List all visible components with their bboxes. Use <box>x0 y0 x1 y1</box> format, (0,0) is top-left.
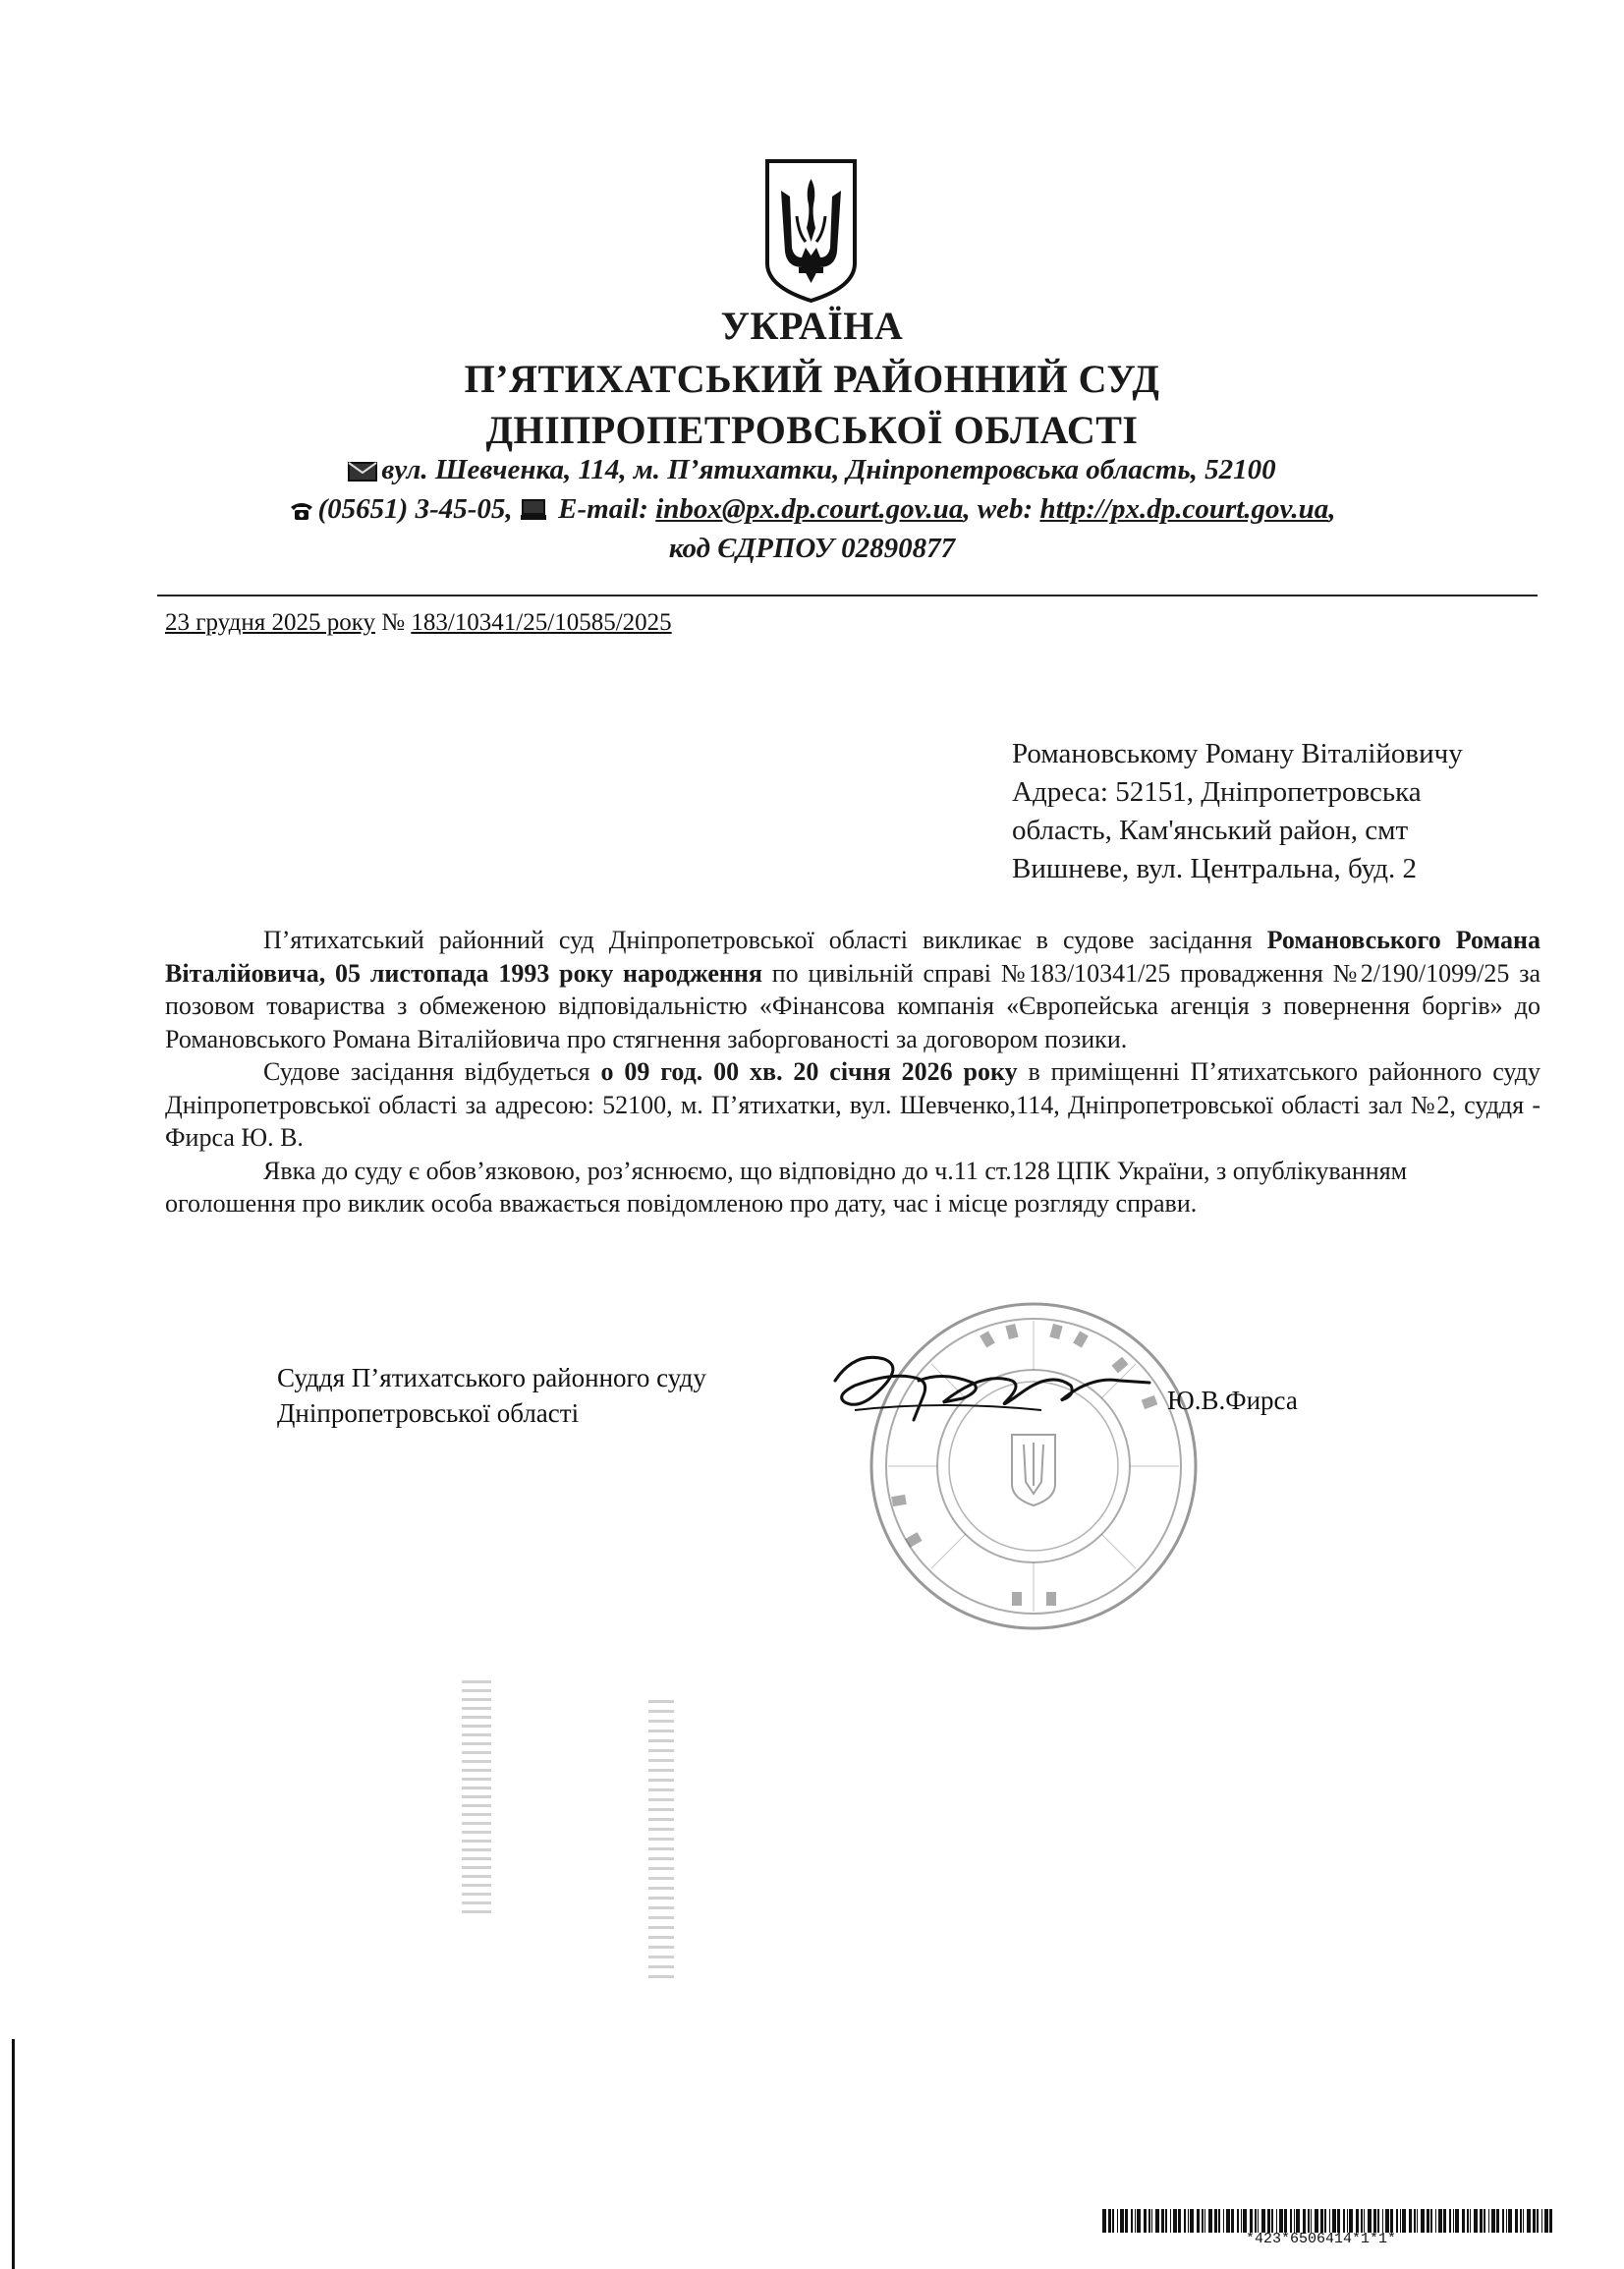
barcode-bar <box>1343 2209 1345 2233</box>
scan-artifact <box>462 1680 491 1916</box>
barcode-bar <box>1125 2209 1128 2233</box>
letter-body <box>165 924 1540 1220</box>
barcode-bar <box>1202 2209 1204 2233</box>
barcode-bar <box>1356 2209 1359 2233</box>
barcode-bar <box>1161 2209 1164 2233</box>
court-address-line <box>0 454 1624 486</box>
addressee-address-line1: Адреса: 52151, Дніпропетровська <box>1012 776 1422 808</box>
barcode-bar <box>1337 2209 1340 2233</box>
computer-icon <box>520 499 547 521</box>
barcode-bar <box>1455 2209 1459 2233</box>
registration-date: 23 грудня 2025 року <box>165 609 375 636</box>
barcode-bar <box>1226 2209 1230 2233</box>
barcode-bar <box>1303 2209 1306 2233</box>
barcode-bar <box>1527 2209 1531 2233</box>
barcode-bar <box>1296 2209 1300 2233</box>
barcode-number: *423*6506414*1*1* <box>1246 2231 1397 2247</box>
judge-title-line2: Дніпропетровської області <box>277 1398 580 1428</box>
court-name-line1: П’ЯТИХАТСЬКИЙ РАЙОННИЙ СУД <box>464 357 1160 401</box>
barcode-bar <box>1208 2209 1212 2233</box>
barcode-bar <box>1549 2209 1552 2233</box>
barcode-bar <box>1417 2209 1418 2233</box>
barcode-bar <box>1453 2209 1454 2233</box>
envelope-icon <box>348 462 377 482</box>
barcode-bar <box>1102 2209 1106 2233</box>
email-label: E-mail: <box>550 493 656 525</box>
court-address: вул. Шевченка, 114, м. П’ятихатки, Дніпропетровська область, 52100 <box>381 454 1276 485</box>
phone-icon <box>289 501 314 521</box>
barcode-bar <box>1373 2209 1376 2233</box>
barcode-bar <box>1515 2209 1518 2233</box>
barcode-bar <box>1250 2209 1253 2233</box>
addressee-address-line3: Вишневе, вул. Центральна, буд. 2 <box>1012 853 1418 884</box>
court-contacts-line <box>0 493 1624 526</box>
barcode-bar <box>1544 2209 1548 2233</box>
web-label: , web: <box>963 493 1040 525</box>
barcode-bar <box>1117 2209 1118 2233</box>
barcode-bar <box>1496 2209 1499 2233</box>
body-paragraph-summons: П’ятихатський районний суд Дніпропетровської області викликає в судове засідання Романовського Романа Віталійовича, 05 листопада 1993 року народження по цивільній справі №183/10341/25 провадження №2/190/1099/25 за позовом товариства з обмеженою відповідальністю «Фінансова компанія «Європейська агенція з повернення боргів» до Романовського Романа Віталійовича про стягнення заборгованості за договором позики. <box>165 926 1541 1053</box>
barcode-bar <box>1170 2209 1171 2233</box>
barcode-bar <box>1349 2209 1353 2233</box>
judge-title <box>277 1360 706 1431</box>
judge-signature <box>825 1341 1159 1449</box>
barcode-bar <box>1480 2209 1483 2233</box>
barcode-bar <box>1165 2209 1167 2233</box>
barcode-bar <box>1276 2209 1277 2233</box>
barcode-bar <box>1258 2209 1259 2233</box>
barcode-bar <box>1271 2209 1273 2233</box>
barcode-bar <box>1178 2209 1181 2233</box>
defendant-name: Романовського Романа Віталійовича, 05 листопада 1993 року народження <box>165 926 1540 988</box>
hearing-datetime: о 09 год. 00 хв. 20 січня 2026 року <box>600 1057 1018 1086</box>
court-phone: (05651) 3-45-05, <box>317 493 513 525</box>
barcode-bar <box>1533 2209 1536 2233</box>
judge-name: Ю.В.Фирса <box>1167 1386 1298 1415</box>
barcode-bar <box>1223 2209 1224 2233</box>
barcode-bar <box>1261 2209 1265 2233</box>
barcode-bar <box>1390 2209 1393 2233</box>
barcode-bar <box>1204 2209 1205 2233</box>
barcode-bar <box>1329 2209 1330 2233</box>
barcode-bar <box>1523 2209 1524 2233</box>
barcode-bar <box>1347 2209 1348 2233</box>
barcode-bar <box>1135 2209 1136 2233</box>
barcode-bar <box>1361 2209 1363 2233</box>
barcode-bar <box>1385 2209 1389 2233</box>
barcode-bar <box>1315 2209 1318 2233</box>
barcode-bar <box>1218 2209 1220 2233</box>
barcode-bar <box>1414 2209 1416 2233</box>
barcode-bar <box>1184 2209 1186 2233</box>
barcode-bar <box>1120 2209 1124 2233</box>
barcode-bar <box>1506 2209 1507 2233</box>
barcode-bar <box>1364 2209 1365 2233</box>
judge-title-line1: Суддя П’ятихатського районного суду <box>277 1363 706 1392</box>
header-divider <box>157 595 1538 596</box>
barcode-bar <box>1294 2209 1295 2233</box>
barcode-bar <box>1197 2209 1200 2233</box>
barcode-bar <box>1148 2209 1150 2233</box>
barcode-bar <box>1311 2209 1312 2233</box>
body-paragraph-notice: Явка до суду є обов’язковою, роз’яснюємо, що відповідно до ч.11 ст.128 ЦПК України, з опублікуванням оголошення про виклик особа вважається повідомленою про дату, час і місце розгляду справи. <box>165 1156 1408 1218</box>
barcode-bar <box>1241 2209 1242 2233</box>
barcode-bar <box>1320 2209 1323 2233</box>
barcode-bar <box>1462 2209 1465 2233</box>
barcode-bar <box>1112 2209 1114 2233</box>
barcode-bar <box>1151 2209 1152 2233</box>
barcode-bar <box>1214 2209 1217 2233</box>
barcode-bar <box>1243 2209 1247 2233</box>
barcode-bar <box>1474 2209 1478 2233</box>
scan-artifact <box>648 1700 674 1985</box>
scan-edge-line <box>12 2039 15 2269</box>
barcode-bar <box>1409 2209 1412 2233</box>
barcode-bar <box>1520 2209 1522 2233</box>
barcode-bar <box>1382 2209 1383 2233</box>
barcode-bar <box>1541 2209 1542 2233</box>
barcode-bar <box>1237 2209 1239 2233</box>
web-link[interactable]: http://px.dp.court.gov.ua <box>1039 493 1329 525</box>
barcode-bar <box>1491 2209 1495 2233</box>
barcode-bar <box>1484 2209 1485 2233</box>
barcode-bar <box>1443 2209 1446 2233</box>
barcode-bar <box>1267 2209 1270 2233</box>
barcode-bar <box>1324 2209 1326 2233</box>
barcode-bar <box>1502 2209 1504 2233</box>
barcode-bar <box>1308 2209 1310 2233</box>
barcode-bar <box>1131 2209 1133 2233</box>
barcode-bar <box>1421 2209 1425 2233</box>
barcode-bar <box>1284 2209 1287 2233</box>
barcode-bar <box>1190 2209 1194 2233</box>
barcode-bar <box>1231 2209 1234 2233</box>
registration-number: 183/10341/25/10585/2025 <box>411 609 672 636</box>
court-name-line2: ДНІПРОПЕТРОВСЬКОЇ ОБЛАСТІ <box>485 408 1139 452</box>
barcode-bar <box>1449 2209 1451 2233</box>
barcode-bar <box>1435 2209 1436 2233</box>
court-edrpou: код ЄДРПОУ 02890877 <box>668 533 956 564</box>
addressee-block <box>1012 735 1542 888</box>
barcode <box>1102 2209 1554 2233</box>
barcode-bar <box>1470 2209 1471 2233</box>
email-link[interactable]: inbox@px.dp.court.gov.ua <box>655 493 964 525</box>
barcode-bar <box>1155 2209 1159 2233</box>
barcode-bar <box>1427 2209 1429 2233</box>
barcode-bar <box>1279 2209 1283 2233</box>
barcode-bar <box>1467 2209 1469 2233</box>
registration-line <box>165 609 672 637</box>
addressee-name: Романовському Роману Віталійовичу <box>1012 738 1463 769</box>
web-suffix: , <box>1328 493 1336 525</box>
barcode-bar <box>1255 2209 1257 2233</box>
barcode-bar <box>1290 2209 1292 2233</box>
barcode-bar <box>1144 2209 1147 2233</box>
barcode-bar <box>1402 2209 1406 2233</box>
body-paragraph-hearing: Судове засідання відбудеться о 09 год. 00 хв. 20 січня 2026 року в приміщенні П’ятихатського районного суду Дніпропетровської області за адресою: 52100, м. П’ятихатки, вул. Шевченко,114, Дніпропетровської області зал №2, суддя - Фирса Ю. В. <box>165 1057 1540 1152</box>
barcode-bar <box>1137 2209 1141 2233</box>
coat-of-arms-icon <box>763 157 859 305</box>
registration-number-label: № <box>375 609 412 636</box>
barcode-bar <box>1396 2209 1398 2233</box>
barcode-bar <box>1368 2209 1372 2233</box>
barcode-bar <box>1488 2209 1489 2233</box>
addressee-address-line2: область, Кам'янський район, смт <box>1012 815 1409 846</box>
barcode-bar <box>1438 2209 1442 2233</box>
barcode-bar <box>1508 2209 1512 2233</box>
barcode-bar <box>1377 2209 1379 2233</box>
barcode-bar <box>1332 2209 1336 2233</box>
country-title: УКРАЇНА <box>720 304 904 348</box>
barcode-bar <box>1430 2209 1432 2233</box>
barcode-bar <box>1400 2209 1401 2233</box>
barcode-bar <box>1537 2209 1539 2233</box>
barcode-bar <box>1173 2209 1177 2233</box>
barcode-bar <box>1108 2209 1111 2233</box>
barcode-bar <box>1188 2209 1189 2233</box>
